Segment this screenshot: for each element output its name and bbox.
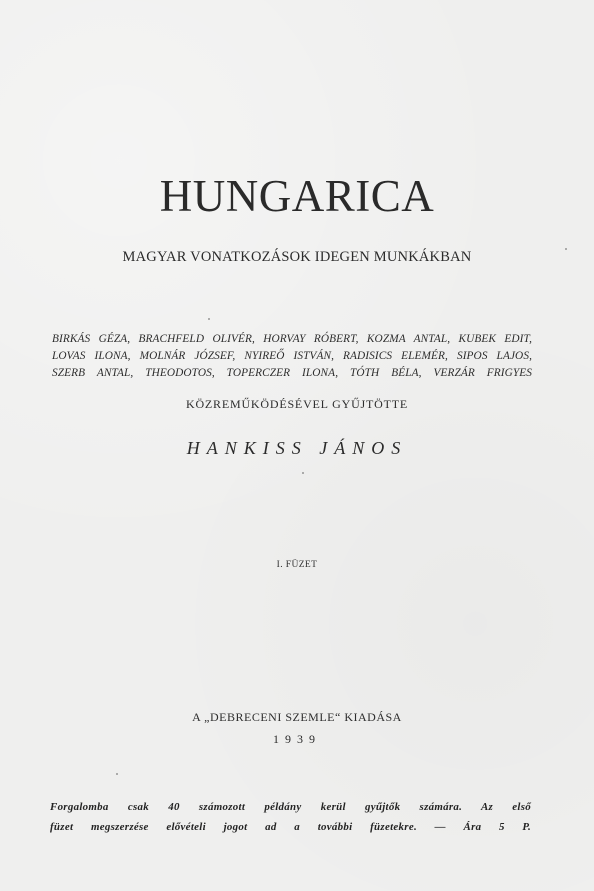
- contributors-list: [52, 331, 532, 382]
- contributors-line: LOVAS ILONA, MOLNÁR JÓZSEF, NYIREŐ ISTVÁN, RADISICS ELEMÉR, SIPOS LAJOS,: [52, 350, 532, 362]
- subtitle: MAGYAR VONATKOZÁSOK IDEGEN MUNKÁKBAN: [122, 249, 472, 265]
- notice-line: Forgalomba csak 40 számozott példány kerül gyűjtők számára. Az első: [50, 801, 531, 813]
- paper-speck: [208, 318, 210, 320]
- paper-speck: [116, 773, 118, 775]
- collected-by-label: KÖZREMŰKÖDÉSÉVEL GYŰJTÖTTE: [186, 397, 408, 411]
- issue-label: I. FÜZET: [276, 560, 318, 570]
- author-name: HANKISS JÁNOS: [186, 438, 408, 458]
- page-title: HUNGARICA: [159, 171, 435, 221]
- limited-edition-notice: [50, 797, 531, 837]
- contributors-line: BIRKÁS GÉZA, BRACHFELD OLIVÉR, HORVAY RÓBERT, KOZMA ANTAL, KUBEK EDIT,: [52, 333, 532, 345]
- publisher-line: A „DEBRECENI SZEMLE“ KIADÁSA: [192, 710, 402, 724]
- paper-speck: [565, 248, 567, 250]
- notice-line: füzet megszerzése elővételi jogot ad a további füzetekre. — Ára 5 P.: [50, 821, 531, 833]
- publication-year: 1939: [273, 732, 321, 746]
- contributors-line: SZERB ANTAL, THEODOTOS, TOPERCZER ILONA, TÓTH BÉLA, VERZÁR FRIGYES: [52, 367, 532, 379]
- paper-speck: [302, 472, 304, 474]
